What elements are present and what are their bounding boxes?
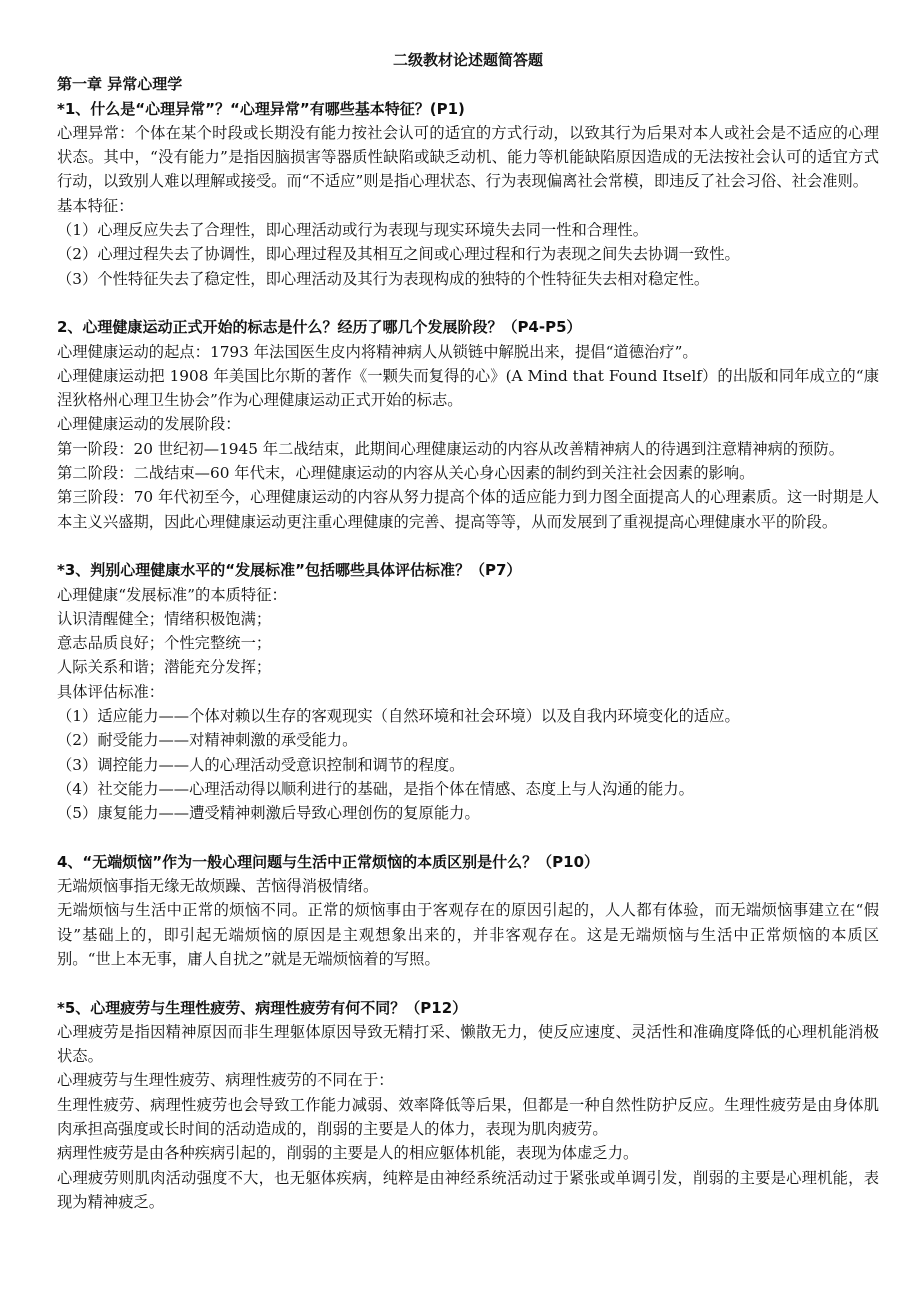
answer-paragraph: 无端烦恼事指无缘无故烦躁、苦恼得消极情绪。 — [57, 877, 379, 896]
question-section — [57, 97, 879, 291]
answer-paragraph: 无端烦恼与生活中正常的烦恼不同。正常的烦恼事由于客观存在的原因引起的，人人都有体验，而无端烦恼事建立在“假设”基础上的，即引起无端烦恼的原因是主观想象出来的，并非客观存在。这是无端烦恼与生活中正常烦恼的本质区别。“世上本无事，庸人自扰之”就是无端烦恼着的写照。 — [57, 901, 879, 968]
question-heading: *1、什么是“心理异常”？“心理异常”有哪些基本特征？(P1) — [57, 99, 465, 118]
answer-paragraph: 具体评估标准： — [57, 682, 165, 701]
section-spacer — [57, 291, 879, 315]
answer-paragraph: （3）调控能力——人的心理活动受意识控制和调节的程度。 — [57, 755, 465, 774]
section-spacer — [57, 971, 879, 995]
answer-paragraph: 认识清醒健全；情绪积极饱满； — [57, 609, 272, 628]
answer-paragraph: 生理性疲劳、病理性疲劳也会导致工作能力减弱、效率降低等后果，但都是一种自然性防护反应。生理性疲劳是由身体肌肉承担高强度或长时间的活动造成的，削弱的主要是人的体力，表现为肌肉疲劳。 — [57, 1095, 879, 1139]
document-page — [57, 48, 879, 1214]
answer-paragraph: 人际关系和谐；潜能充分发挥； — [57, 658, 272, 677]
answer-paragraph: （2）耐受能力——对精神刺激的承受能力。 — [57, 731, 358, 750]
question-heading: 2、心理健康运动正式开始的标志是什么？经历了哪几个发展阶段？（P4-P5） — [57, 318, 582, 337]
answer-paragraph: 第二阶段：二战结束—60 年代末，心理健康运动的内容从关心身心因素的制约到关注社会因素的影响。 — [57, 464, 755, 483]
answer-paragraph: 病理性疲劳是由各种疾病引起的，削弱的主要是人的相应躯体机能，表现为体虚乏力。 — [57, 1144, 639, 1163]
sections-container — [57, 97, 879, 1215]
answer-paragraph: （5）康复能力——遭受精神刺激后导致心理创伤的复原能力。 — [57, 804, 480, 823]
answer-paragraph: （1）心理反应失去了合理性，即心理活动或行为表现与现实环境失去同一性和合理性。 — [57, 221, 649, 240]
question-heading: *3、判别心理健康水平的“发展标准”包括哪些具体评估标准？（P7） — [57, 561, 522, 580]
question-section — [57, 826, 879, 972]
question-section — [57, 291, 879, 534]
document-title: 二级教材论述题简答题 — [392, 51, 543, 69]
answer-paragraph: 意志品质良好；个性完整统一； — [57, 634, 272, 653]
answer-paragraph: 心理疲劳与生理性疲劳、病理性疲劳的不同在于： — [57, 1071, 394, 1090]
section-spacer — [57, 534, 879, 558]
answer-paragraph: 心理健康运动的发展阶段： — [57, 415, 241, 434]
answer-paragraph: 心理疲劳是指因精神原因而非生理躯体原因导致无精打采、懒散无力，使反应速度、灵活性和准确度降低的心理机能消极状态。 — [57, 1022, 879, 1066]
section-spacer — [57, 826, 879, 850]
question-section — [57, 534, 879, 826]
question-heading: *5、心理疲劳与生理性疲劳、病理性疲劳有何不同？（P12） — [57, 998, 468, 1017]
answer-paragraph: 第三阶段：70 年代初至今，心理健康运动的内容从努力提高个体的适应能力到力图全面提高人的心理素质。这一时期是人本主义兴盛期，因此心理健康运动更注重心理健康的完善、提高等等，从而发展到了重视提高心理健康水平的阶段。 — [57, 488, 879, 531]
answer-paragraph: 基本特征： — [57, 196, 134, 215]
answer-paragraph: 第一阶段：20 世纪初—1945 年二战结束，此期间心理健康运动的内容从改善精神病人的待遇到注意精神病的预防。 — [57, 439, 845, 458]
answer-paragraph: 心理疲劳则肌肉活动强度不大，也无躯体疾病，纯粹是由神经系统活动过于紧张或单调引发，削弱的主要是心理机能，表现为精神疲乏。 — [57, 1168, 879, 1211]
question-section — [57, 971, 879, 1214]
chapter-heading: 第一章 异常心理学 — [57, 75, 183, 94]
question-heading: 4、“无端烦恼”作为一般心理问题与生活中正常烦恼的本质区别是什么？（P10） — [57, 852, 600, 871]
answer-paragraph: （3）个性特征失去了稳定性，即心理活动及其行为表现构成的独特的个性特征失去相对稳定性。 — [57, 269, 710, 288]
answer-paragraph: 心理健康运动把 1908 年美国比尔斯的著作《一颗失而复得的心》(A Mind that Found Itself）的出版和同年成立的“康涅狄格州心理卫生协会”作为心理健康运动正式开始的标志。 — [57, 366, 879, 410]
answer-paragraph: （4）社交能力——心理活动得以顺利进行的基础，是指个体在情感、态度上与人沟通的能力。 — [57, 779, 694, 798]
answer-paragraph: 心理健康运动的起点：1793 年法国医生皮内将精神病人从锁链中解脱出来，提倡“道德治疗”。 — [57, 342, 698, 361]
answer-paragraph: 心理健康“发展标准”的本质特征： — [57, 585, 287, 604]
answer-paragraph: （2）心理过程失去了协调性，即心理过程及其相互之间或心理过程和行为表现之间失去协调一致性。 — [57, 245, 740, 264]
answer-paragraph: （1）适应能力——个体对赖以生存的客观现实（自然环境和社会环境）以及自我内环境变化的适应。 — [57, 707, 740, 726]
answer-paragraph: 心理异常：个体在某个时段或长期没有能力按社会认可的适宜的方式行动，以致其行为后果对本人或社会是不适应的心理状态。其中，“没有能力”是指因脑损害等器质性缺陷或缺乏动机、能力等机能缺陷原因造成的无法按社会认可的适宜方式行动，以致别人难以理解或接受。而“不适应”则是指心理状态、行为表现偏离社会常模，即违反了社会习俗、社会准则。 — [57, 123, 879, 191]
